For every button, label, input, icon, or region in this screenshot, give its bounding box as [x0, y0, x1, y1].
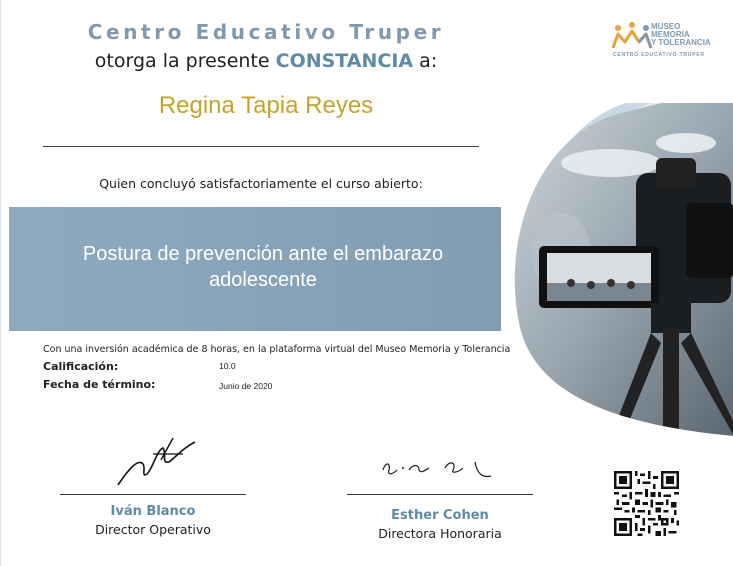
signer-2-role: Directora Honoraria — [378, 526, 502, 541]
signature-2-icon — [379, 448, 499, 488]
course-title-line2: adolescente — [209, 269, 317, 291]
museo-logo — [607, 18, 719, 60]
logo-subtitle: CENTRO EDUCATIVO TRUPER — [613, 52, 705, 58]
signer-2-name: Esther Cohen — [391, 508, 489, 523]
otorga-prefix: otorga la presente — [94, 50, 270, 72]
qr-code-icon — [614, 471, 679, 536]
course-title-line1: Postura de prevención ante el embarazo — [82, 243, 444, 265]
org-name: Centro Educativo Truper — [87, 20, 445, 44]
grade-label: Calificación: — [43, 360, 119, 373]
signer-1-name: Iván Blanco — [110, 504, 196, 519]
end-date-value: Junio de 2020 — [219, 381, 273, 391]
course-title — [23, 241, 503, 293]
museo-memoria-logo-icon — [611, 20, 655, 52]
signature-1-line — [60, 494, 246, 495]
constancia-word: CONSTANCIA — [275, 50, 414, 72]
signer-1-role: Director Operativo — [95, 522, 211, 537]
otorga-suffix: a: — [419, 50, 438, 72]
logo-line2: MEMORIA — [651, 30, 690, 39]
recipient-underline — [43, 146, 479, 147]
grade-value: 10.0 — [219, 361, 236, 371]
logo-line3: Y TOLERANCIA — [651, 38, 711, 47]
signature-1-icon — [113, 430, 203, 490]
otorga-line — [1, 50, 531, 72]
recipient-name: Regina Tapia Reyes — [158, 92, 374, 119]
video-camera-photo — [501, 103, 733, 436]
logo-text — [651, 23, 711, 47]
logo-line1: MUSEO — [651, 22, 681, 31]
investment-text: Con una inversión académica de 8 horas, en la plataforma virtual del Museo Memoria y Tolerancia — [43, 344, 511, 355]
intro-text: Quien concluyó satisfactoriamente el curso abierto: — [99, 176, 423, 191]
end-date-label: Fecha de término: — [43, 378, 156, 391]
signature-2-line — [347, 494, 533, 495]
